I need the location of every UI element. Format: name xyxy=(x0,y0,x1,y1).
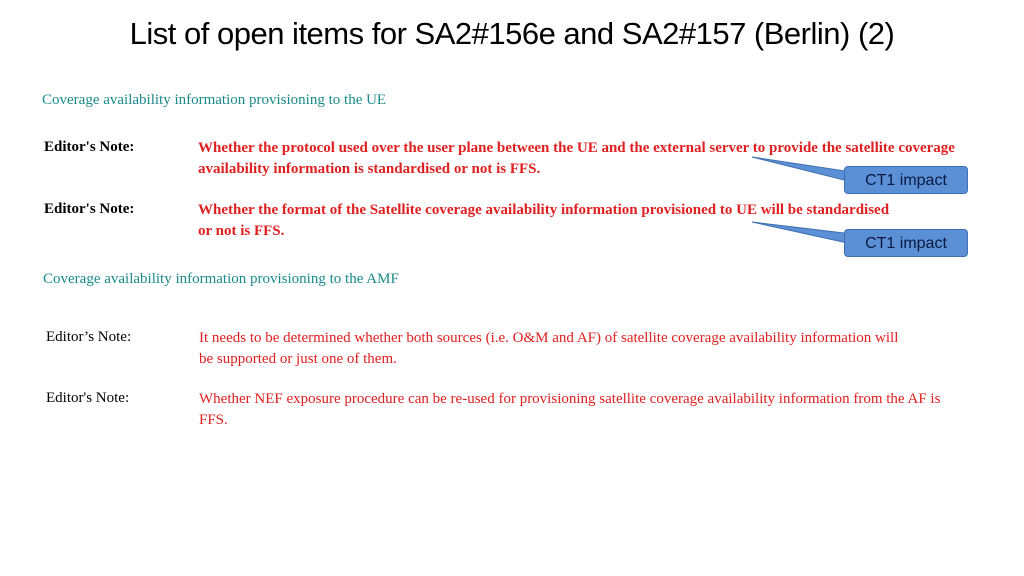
slide-title: List of open items for SA2#156e and SA2#157 (Berlin) (2) xyxy=(129,16,895,51)
editor-note-text: Whether the protocol used over the user plane between the UE and the external server to provide the satellite coverage availability information is standardised or not is FFS. xyxy=(198,140,955,177)
editor-note-text: Whether the format of the Satellite coverage availability information provisioned to UE will be standardised or not is FFS. xyxy=(198,202,890,239)
callout-pointer xyxy=(752,157,852,182)
ct1-impact-callout: CT1 impact xyxy=(844,166,968,194)
section-heading-amf: Coverage availability information provisioning to the AMF xyxy=(43,271,399,287)
editor-note-text: Whether NEF exposure procedure can be re-used for provisioning satellite coverage availability information from the AF is FFS. xyxy=(199,391,941,428)
editor-note-text: It needs to be determined whether both sources (i.e. O&M and AF) of satellite coverage availability information will be supported or just one of them. xyxy=(199,330,899,367)
editor-note-label: Editor's Note: xyxy=(46,390,130,406)
editor-note-label: Editor's Note: xyxy=(44,139,135,155)
editor-note-label: Editor's Note: xyxy=(44,201,135,217)
editor-note-label: Editor’s Note: xyxy=(46,329,132,345)
callout-pointer xyxy=(752,222,852,244)
section-heading-ue: Coverage availability information provisioning to the UE xyxy=(42,92,387,108)
ct1-impact-callout: CT1 impact xyxy=(844,229,968,257)
